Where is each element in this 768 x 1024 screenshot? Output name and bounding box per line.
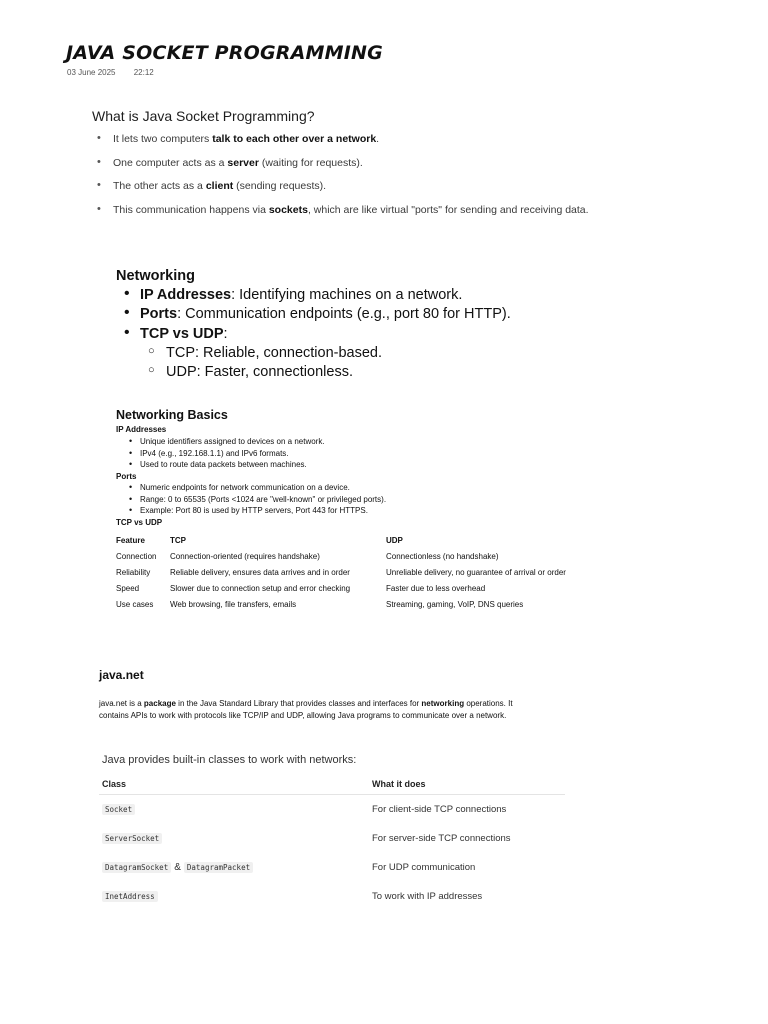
- table-cell: Reliability: [116, 567, 151, 577]
- ip-addresses-list: [124, 437, 325, 472]
- table-row: [99, 853, 565, 882]
- section-java-net-title: java.net: [99, 668, 144, 682]
- list-item: • Numeric endpoints for network communication on a device.: [124, 483, 386, 495]
- ports-heading: Ports: [116, 472, 137, 481]
- table-cell: [99, 824, 369, 853]
- table-cell: Web browsing, file transfers, emails: [170, 599, 297, 609]
- document-title: JAVA SOCKET PROGRAMMING: [66, 42, 383, 64]
- table-header-row: [99, 774, 565, 795]
- section-networking-list: [120, 287, 511, 383]
- list-item: • IPv4 (e.g., 192.168.1.1) and IPv6 formats.: [124, 449, 325, 461]
- list-item: • Used to route data packets between machines.: [124, 460, 325, 472]
- table-cell: For server-side TCP connections: [372, 833, 511, 844]
- list-item: • Unique identifiers assigned to devices on a network.: [124, 437, 325, 449]
- table-cell: To work with IP addresses: [372, 891, 483, 902]
- table-row: [114, 564, 568, 580]
- list-item: • Range: 0 to 65535 (Ports <1024 are "well-known" or privileged ports).: [124, 495, 386, 507]
- column-header: What it does: [369, 774, 565, 795]
- table-cell: [99, 795, 369, 825]
- column-header: Feature: [116, 535, 145, 545]
- java-net-paragraph: java.net is a package in the Java Standard Library that provides classes and interfaces for networking operations. It contains APIs to work with protocols like TCP/IP and UDP, allowing Java programs to communicate over a network.: [99, 699, 513, 720]
- document-date: 03 June 2025: [67, 68, 116, 77]
- table-cell: Streaming, gaming, VoIP, DNS queries: [386, 599, 524, 609]
- table-row: [99, 882, 565, 911]
- class-name-code: DatagramSocket: [102, 862, 171, 873]
- column-header: UDP: [386, 535, 403, 545]
- section-what-is-list: [96, 133, 696, 227]
- list-item: • IP Addresses: Identifying machines on a network.: [120, 287, 511, 306]
- table-row: [114, 596, 568, 612]
- list-item: • TCP vs UDP:: [120, 326, 511, 345]
- tcp-udp-table: [114, 532, 568, 612]
- table-cell: Slower due to connection setup and error checking: [170, 583, 351, 593]
- table-cell: Connection: [116, 551, 157, 561]
- sub-list-item: ○ TCP: Reliable, connection-based.: [120, 345, 511, 364]
- document-time: 22:12: [133, 68, 154, 77]
- table-cell: Connection-oriented (requires handshake): [170, 551, 320, 561]
- table-cell: Speed: [116, 583, 140, 593]
- table-row: [114, 548, 568, 564]
- table-cell: [99, 882, 369, 911]
- ports-list: [124, 483, 386, 518]
- java-net-intro: Java provides built-in classes to work with networks:: [102, 754, 357, 766]
- class-name-code: Socket: [102, 804, 135, 815]
- table-cell: Connectionless (no handshake): [386, 551, 499, 561]
- section-what-is-title: What is Java Socket Programming?: [92, 108, 315, 124]
- column-header: Class: [99, 774, 369, 795]
- table-cell: Faster due to less overhead: [386, 583, 486, 593]
- list-item: • The other acts as a client (sending requests).: [96, 180, 696, 204]
- class-name-code: ServerSocket: [102, 833, 162, 844]
- table-cell: Use cases: [116, 599, 154, 609]
- section-networking-basics-title: Networking Basics: [116, 408, 228, 422]
- table-row: [99, 795, 565, 825]
- list-item: • Ports: Communication endpoints (e.g., port 80 for HTTP).: [120, 306, 511, 325]
- table-cell: Unreliable delivery, no guarantee of arrival or order: [386, 567, 566, 577]
- list-item: • It lets two computers talk to each other over a network.: [96, 133, 696, 157]
- java-net-class-table: [99, 774, 565, 911]
- class-name-code: InetAddress: [102, 891, 158, 902]
- ip-addresses-heading: IP Addresses: [116, 425, 167, 434]
- joiner-text: &: [174, 862, 181, 873]
- table-row: [114, 580, 568, 596]
- document-meta: [67, 68, 154, 77]
- list-item: • Example: Port 80 is used by HTTP servers, Port 443 for HTTPS.: [124, 506, 386, 518]
- table-cell: For UDP communication: [372, 862, 476, 873]
- tcp-vs-udp-heading: TCP vs UDP: [116, 518, 163, 527]
- table-cell: Reliable delivery, ensures data arrives and in order: [170, 567, 350, 577]
- list-item: • This communication happens via sockets, which are like virtual "ports" for sending and receiving data.: [96, 204, 696, 228]
- section-networking-title: Networking: [116, 268, 195, 284]
- column-header: TCP: [170, 535, 186, 545]
- table-cell: [99, 853, 369, 882]
- table-row: [99, 824, 565, 853]
- list-item: • One computer acts as a server (waiting for requests).: [96, 157, 696, 181]
- class-name-code: DatagramPacket: [184, 862, 253, 873]
- table-header-row: [114, 532, 568, 548]
- table-cell: For client-side TCP connections: [372, 804, 507, 815]
- sub-list-item: ○ UDP: Faster, connectionless.: [120, 364, 511, 383]
